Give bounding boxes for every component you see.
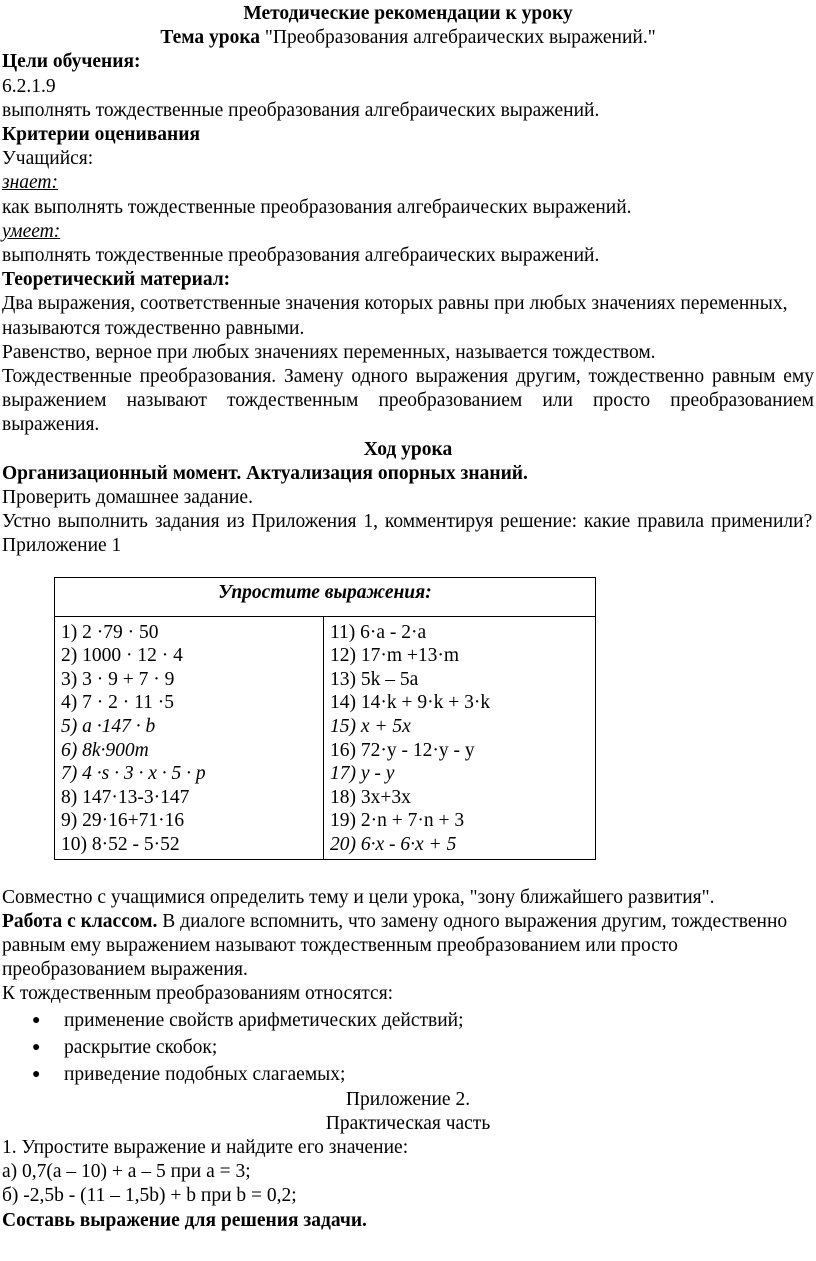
goals-heading: Цели обучения: <box>2 51 141 73</box>
org-heading: Организационный момент. Актуализация опорных знаний. <box>2 462 528 484</box>
exercise-item: 16) 72·y - 12·y - y <box>330 739 475 761</box>
exercise-item: 18) 3x+3x <box>330 786 411 808</box>
appendix-1-label: Приложение 1 <box>2 535 122 557</box>
exercise-item: 9) 29·16+71·16 <box>61 810 185 832</box>
task-1a: а) 0,7(а – 10) + а – 5 при а = 3; <box>2 1161 251 1183</box>
exercise-item: 13) 5k – 5a <box>330 668 419 690</box>
document-title: Методические рекомендации к уроку <box>243 3 573 24</box>
spacer <box>2 860 814 886</box>
task-1: 1. Упростите выражение и найдите его значение: <box>2 1137 409 1159</box>
list-item-text: раскрытие скобок; <box>64 1036 218 1058</box>
exercise-item: 19) 2·n + 7·n + 3 <box>330 810 465 832</box>
exercise-item: 12) 17·m +13·m <box>330 645 460 667</box>
transformations-list <box>2 1007 814 1088</box>
exercise-item: 20) 6·x - 6·x + 5 <box>330 834 457 856</box>
exercise-item: 10) 8·52 - 5·52 <box>61 834 180 856</box>
exercise-item: 7) 4 ·s · 3 · x · 5 · p <box>61 763 206 785</box>
theory-heading: Теоретический материал: <box>2 269 231 291</box>
list-item-text: применение свойств арифметических действий; <box>64 1009 464 1031</box>
class-work-text: В диалоге вспомнить, что замену одного выражения другим, тождественно равным ему выражением называют тождественным преобразованием или просто преобразованием выражения. <box>2 910 788 981</box>
task-1b: б) -2,5b - (11 – 1,5b) + b при b = 0,2; <box>2 1185 297 1207</box>
exercise-item: 15) x + 5x <box>330 716 411 738</box>
class-work-paragraph <box>2 910 814 983</box>
practice-heading: Практическая часть <box>325 1112 491 1134</box>
exercise-item: 17) y - y <box>330 763 395 785</box>
check-homework: Проверить домашнее задание. <box>2 487 253 509</box>
exercise-item: 3) 3 · 9 + 7 · 9 <box>61 668 175 690</box>
transformations-intro: К тождественным преобразованиям относятся: <box>2 983 394 1005</box>
bullet-icon: ● <box>32 1066 41 1082</box>
goals-text: выполнять тождественные преобразования алгебраических выражений. <box>2 99 600 121</box>
oral-task: Устно выполнить задания из Приложения 1, комментируя решение: какие правила применили? <box>2 511 813 533</box>
lesson-heading: Ход урока <box>363 438 453 460</box>
exercise-item: 8) 147·13-3·147 <box>61 786 190 808</box>
goals-code: 6.2.1.9 <box>2 75 56 97</box>
list-item <box>32 1007 814 1034</box>
exercise-item: 11) 6·a - 2·a <box>330 621 427 643</box>
topic-prefix: Тема урока <box>160 27 261 49</box>
list-item-text: приведение подобных слагаемых; <box>64 1063 346 1085</box>
joint-topic-definition: Совместно с учащимися определить тему и цели урока, "зону ближайшего развития". <box>2 886 715 908</box>
theory-paragraph-2: Равенство, верное при любых значениях переменных, называется тождеством. <box>2 341 656 363</box>
criteria-can-label: умеет: <box>2 220 61 242</box>
exercise-item: 4) 7 · 2 · 11 ·5 <box>61 692 175 714</box>
criteria-knows-text: как выполнять тождественные преобразования алгебраических выражений. <box>2 196 632 218</box>
exercise-item: 6) 8k·900m <box>61 739 149 761</box>
exercise-table <box>54 577 596 860</box>
appendix-2-label: Приложение 2. <box>345 1088 471 1110</box>
topic-text: "Преобразования алгебраических выражений." <box>260 27 656 49</box>
exercise-item: 14) 14·k + 9·k + 3·k <box>330 692 491 714</box>
bullet-icon: ● <box>32 1039 41 1055</box>
lesson-topic <box>2 26 814 50</box>
criteria-student: Учащийся: <box>2 148 94 170</box>
task-2: Составь выражение для решения задачи. <box>2 1209 367 1231</box>
exercise-column-right <box>324 616 596 859</box>
theory-paragraph-1: Два выражения, соответственные значения которых равны при любых значениях переменных, называются тождественно равными. <box>2 293 788 339</box>
exercise-table-header: Упростите выражения: <box>55 577 596 616</box>
exercise-column-left <box>55 616 324 859</box>
exercise-item: 5) a ·147 · b <box>61 716 156 738</box>
criteria-can-text: выполнять тождественные преобразования алгебраических выражений. <box>2 245 600 267</box>
exercise-item: 1) 2 ·79 · 50 <box>61 621 159 643</box>
list-item <box>32 1061 814 1088</box>
list-item <box>32 1034 814 1061</box>
criteria-heading: Критерии оценивания <box>2 124 201 146</box>
exercise-item: 2) 1000 · 12 · 4 <box>61 645 183 667</box>
class-work-label: Работа с классом. <box>2 910 158 932</box>
criteria-knows-label: знает: <box>2 172 59 194</box>
theory-paragraph-3: Тождественные преобразования. Замену одного выражения другим, тождественно равным ему выражением называют тождественным преобразованием или просто преобразованием выражения. <box>2 366 814 436</box>
bullet-icon: ● <box>32 1012 41 1028</box>
